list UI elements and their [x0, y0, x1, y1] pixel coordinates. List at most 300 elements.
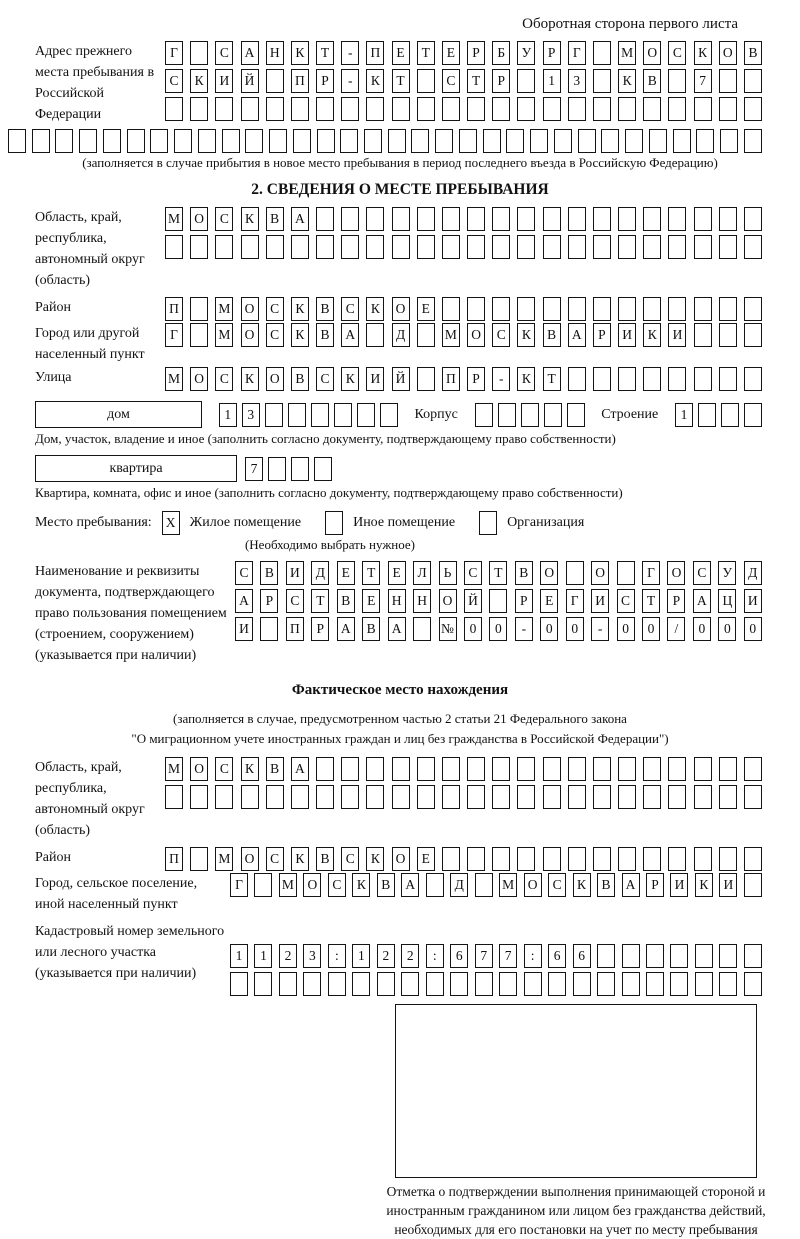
char-box[interactable] — [643, 97, 661, 121]
char-box[interactable] — [617, 561, 635, 585]
char-box[interactable]: С — [266, 847, 284, 871]
char-box[interactable] — [719, 367, 737, 391]
char-box[interactable]: К — [291, 41, 309, 65]
char-box[interactable]: Л — [413, 561, 431, 585]
char-box[interactable]: 3 — [242, 403, 260, 427]
stay-option-organization-checkbox[interactable] — [479, 511, 497, 535]
char-box[interactable]: № — [439, 617, 457, 641]
char-box[interactable]: - — [341, 41, 359, 65]
char-box[interactable] — [341, 757, 359, 781]
char-box[interactable] — [593, 757, 611, 781]
char-box[interactable]: : — [328, 944, 346, 968]
char-box[interactable] — [459, 129, 477, 153]
char-box[interactable]: А — [341, 323, 359, 347]
char-box[interactable] — [618, 367, 636, 391]
char-box[interactable]: К — [643, 323, 661, 347]
char-box[interactable]: С — [266, 297, 284, 321]
char-box[interactable] — [230, 972, 248, 996]
char-box[interactable]: А — [622, 873, 640, 897]
char-box[interactable]: Ь — [439, 561, 457, 585]
char-box[interactable] — [241, 97, 259, 121]
char-box[interactable]: И — [668, 323, 686, 347]
char-box[interactable] — [719, 972, 737, 996]
char-box[interactable] — [643, 757, 661, 781]
char-box[interactable]: С — [165, 69, 183, 93]
char-box[interactable] — [316, 235, 334, 259]
char-box[interactable] — [174, 129, 192, 153]
char-box[interactable]: У — [517, 41, 535, 65]
char-box[interactable]: Й — [392, 367, 410, 391]
char-box[interactable] — [291, 785, 309, 809]
char-box[interactable]: Е — [417, 297, 435, 321]
char-box[interactable]: Е — [392, 41, 410, 65]
char-box[interactable]: О — [190, 207, 208, 231]
char-box[interactable] — [499, 972, 517, 996]
char-box[interactable]: О — [241, 847, 259, 871]
char-box[interactable] — [467, 97, 485, 121]
char-box[interactable]: 1 — [352, 944, 370, 968]
char-box[interactable]: В — [643, 69, 661, 93]
char-box[interactable]: 1 — [675, 403, 693, 427]
char-box[interactable] — [643, 367, 661, 391]
char-box[interactable] — [548, 972, 566, 996]
char-box[interactable]: Е — [442, 41, 460, 65]
char-box[interactable] — [288, 403, 306, 427]
char-box[interactable]: М — [215, 297, 233, 321]
char-box[interactable]: 7 — [245, 457, 263, 481]
char-box[interactable]: В — [515, 561, 533, 585]
char-box[interactable] — [744, 944, 762, 968]
char-box[interactable] — [593, 367, 611, 391]
char-box[interactable] — [266, 97, 284, 121]
char-box[interactable] — [291, 97, 309, 121]
char-box[interactable] — [341, 235, 359, 259]
char-box[interactable] — [435, 129, 453, 153]
char-box[interactable] — [646, 972, 664, 996]
char-box[interactable]: 0 — [617, 617, 635, 641]
char-box[interactable] — [103, 129, 121, 153]
char-box[interactable] — [417, 207, 435, 231]
char-box[interactable] — [32, 129, 50, 153]
char-box[interactable] — [245, 129, 263, 153]
char-box[interactable] — [352, 972, 370, 996]
char-box[interactable] — [366, 207, 384, 231]
char-box[interactable]: В — [291, 367, 309, 391]
char-box[interactable] — [543, 757, 561, 781]
char-box[interactable]: В — [597, 873, 615, 897]
char-box[interactable]: Д — [392, 323, 410, 347]
char-box[interactable] — [649, 129, 667, 153]
char-box[interactable] — [190, 323, 208, 347]
char-box[interactable]: М — [165, 367, 183, 391]
char-box[interactable]: / — [667, 617, 685, 641]
char-box[interactable]: О — [303, 873, 321, 897]
char-box[interactable] — [618, 785, 636, 809]
char-box[interactable] — [316, 207, 334, 231]
char-box[interactable]: О — [266, 367, 284, 391]
char-box[interactable]: С — [341, 847, 359, 871]
apartment-type-box[interactable]: квартира — [35, 455, 237, 482]
char-box[interactable] — [517, 785, 535, 809]
char-box[interactable]: Е — [362, 589, 380, 613]
char-box[interactable] — [618, 847, 636, 871]
char-box[interactable] — [593, 847, 611, 871]
char-box[interactable] — [334, 403, 352, 427]
char-box[interactable]: И — [744, 589, 762, 613]
char-box[interactable] — [266, 785, 284, 809]
char-box[interactable] — [388, 129, 406, 153]
char-box[interactable]: М — [215, 323, 233, 347]
char-box[interactable] — [475, 403, 493, 427]
char-box[interactable]: Д — [311, 561, 329, 585]
char-box[interactable] — [241, 785, 259, 809]
char-box[interactable] — [618, 297, 636, 321]
char-box[interactable] — [719, 323, 737, 347]
char-box[interactable]: В — [266, 207, 284, 231]
char-box[interactable] — [79, 129, 97, 153]
char-box[interactable]: И — [719, 873, 737, 897]
char-box[interactable] — [190, 41, 208, 65]
char-box[interactable]: С — [442, 69, 460, 93]
char-box[interactable]: К — [366, 69, 384, 93]
char-box[interactable] — [668, 97, 686, 121]
char-box[interactable] — [279, 972, 297, 996]
char-box[interactable]: М — [165, 207, 183, 231]
char-box[interactable]: 7 — [499, 944, 517, 968]
char-box[interactable]: С — [341, 297, 359, 321]
char-box[interactable] — [467, 207, 485, 231]
char-box[interactable] — [744, 847, 762, 871]
house-type-box[interactable]: дом — [35, 401, 202, 428]
char-box[interactable]: Т — [543, 367, 561, 391]
char-box[interactable] — [744, 97, 762, 121]
stay-option-other-checkbox[interactable] — [325, 511, 343, 535]
char-box[interactable] — [254, 873, 272, 897]
char-box[interactable]: К — [573, 873, 591, 897]
char-box[interactable]: К — [695, 873, 713, 897]
char-box[interactable]: О — [190, 757, 208, 781]
char-box[interactable] — [357, 403, 375, 427]
char-box[interactable]: И — [215, 69, 233, 93]
char-box[interactable] — [392, 757, 410, 781]
char-box[interactable]: В — [362, 617, 380, 641]
char-box[interactable]: : — [426, 944, 444, 968]
char-box[interactable] — [311, 403, 329, 427]
char-box[interactable] — [341, 785, 359, 809]
char-box[interactable]: Г — [566, 589, 584, 613]
char-box[interactable]: У — [718, 561, 736, 585]
char-box[interactable] — [643, 847, 661, 871]
char-box[interactable] — [417, 235, 435, 259]
char-box[interactable] — [694, 757, 712, 781]
char-box[interactable]: О — [241, 323, 259, 347]
char-box[interactable]: А — [291, 207, 309, 231]
char-box[interactable] — [475, 972, 493, 996]
char-box[interactable]: Г — [568, 41, 586, 65]
char-box[interactable] — [618, 757, 636, 781]
char-box[interactable]: Т — [362, 561, 380, 585]
char-box[interactable]: К — [291, 847, 309, 871]
char-box[interactable]: 0 — [464, 617, 482, 641]
char-box[interactable] — [744, 323, 762, 347]
char-box[interactable] — [492, 847, 510, 871]
char-box[interactable] — [625, 129, 643, 153]
char-box[interactable] — [568, 757, 586, 781]
char-box[interactable]: 2 — [401, 944, 419, 968]
char-box[interactable]: 0 — [718, 617, 736, 641]
char-box[interactable] — [426, 972, 444, 996]
char-box[interactable] — [744, 235, 762, 259]
char-box[interactable] — [668, 785, 686, 809]
char-box[interactable]: Т — [316, 41, 334, 65]
char-box[interactable]: Р — [492, 69, 510, 93]
char-box[interactable]: Р — [316, 69, 334, 93]
char-box[interactable] — [643, 235, 661, 259]
char-box[interactable]: П — [165, 297, 183, 321]
char-box[interactable] — [694, 785, 712, 809]
char-box[interactable] — [340, 129, 358, 153]
char-box[interactable] — [483, 129, 501, 153]
char-box[interactable] — [341, 97, 359, 121]
char-box[interactable] — [506, 129, 524, 153]
char-box[interactable] — [417, 323, 435, 347]
char-box[interactable]: К — [341, 367, 359, 391]
char-box[interactable] — [517, 69, 535, 93]
char-box[interactable]: С — [215, 41, 233, 65]
char-box[interactable]: - — [515, 617, 533, 641]
char-box[interactable] — [593, 785, 611, 809]
char-box[interactable]: : — [524, 944, 542, 968]
char-box[interactable]: Г — [230, 873, 248, 897]
char-box[interactable] — [269, 129, 287, 153]
char-box[interactable] — [618, 235, 636, 259]
char-box[interactable] — [744, 403, 762, 427]
char-box[interactable] — [573, 972, 591, 996]
char-box[interactable] — [719, 757, 737, 781]
confirmation-stamp-box[interactable] — [395, 1004, 757, 1178]
char-box[interactable]: 1 — [254, 944, 272, 968]
char-box[interactable]: О — [643, 41, 661, 65]
char-box[interactable] — [268, 457, 286, 481]
char-box[interactable] — [260, 617, 278, 641]
char-box[interactable]: П — [366, 41, 384, 65]
char-box[interactable]: К — [517, 323, 535, 347]
char-box[interactable]: О — [467, 323, 485, 347]
char-box[interactable]: И — [366, 367, 384, 391]
char-box[interactable]: С — [464, 561, 482, 585]
char-box[interactable] — [366, 235, 384, 259]
char-box[interactable] — [578, 129, 596, 153]
char-box[interactable] — [467, 235, 485, 259]
char-box[interactable]: В — [337, 589, 355, 613]
char-box[interactable] — [744, 757, 762, 781]
char-box[interactable] — [442, 207, 460, 231]
char-box[interactable] — [643, 785, 661, 809]
char-box[interactable] — [467, 847, 485, 871]
char-box[interactable]: Н — [413, 589, 431, 613]
char-box[interactable] — [467, 757, 485, 781]
char-box[interactable]: Е — [388, 561, 406, 585]
char-box[interactable]: 0 — [566, 617, 584, 641]
char-box[interactable]: Р — [467, 367, 485, 391]
char-box[interactable] — [694, 297, 712, 321]
char-box[interactable]: К — [366, 847, 384, 871]
char-box[interactable] — [190, 785, 208, 809]
char-box[interactable]: П — [291, 69, 309, 93]
char-box[interactable] — [492, 235, 510, 259]
char-box[interactable] — [744, 207, 762, 231]
char-box[interactable] — [392, 207, 410, 231]
char-box[interactable] — [719, 944, 737, 968]
char-box[interactable]: О — [667, 561, 685, 585]
char-box[interactable]: А — [401, 873, 419, 897]
char-box[interactable]: М — [165, 757, 183, 781]
char-box[interactable]: В — [744, 41, 762, 65]
char-box[interactable]: Р — [515, 589, 533, 613]
char-box[interactable]: - — [492, 367, 510, 391]
char-box[interactable]: К — [241, 367, 259, 391]
char-box[interactable]: Д — [744, 561, 762, 585]
char-box[interactable] — [254, 972, 272, 996]
char-box[interactable]: С — [286, 589, 304, 613]
char-box[interactable]: Т — [392, 69, 410, 93]
char-box[interactable] — [720, 129, 738, 153]
char-box[interactable] — [643, 207, 661, 231]
char-box[interactable]: М — [442, 323, 460, 347]
char-box[interactable] — [314, 457, 332, 481]
char-box[interactable] — [411, 129, 429, 153]
char-box[interactable] — [544, 403, 562, 427]
char-box[interactable] — [744, 785, 762, 809]
char-box[interactable] — [303, 972, 321, 996]
char-box[interactable]: И — [235, 617, 253, 641]
char-box[interactable] — [601, 129, 619, 153]
char-box[interactable] — [380, 403, 398, 427]
char-box[interactable]: О — [241, 297, 259, 321]
char-box[interactable] — [721, 403, 739, 427]
char-box[interactable]: С — [492, 323, 510, 347]
char-box[interactable] — [543, 207, 561, 231]
char-box[interactable]: О — [190, 367, 208, 391]
char-box[interactable] — [517, 297, 535, 321]
char-box[interactable] — [150, 129, 168, 153]
char-box[interactable] — [696, 129, 714, 153]
char-box[interactable] — [744, 972, 762, 996]
char-box[interactable]: С — [316, 367, 334, 391]
char-box[interactable] — [442, 785, 460, 809]
char-box[interactable] — [744, 873, 762, 897]
char-box[interactable]: 7 — [475, 944, 493, 968]
char-box[interactable]: В — [316, 323, 334, 347]
char-box[interactable]: М — [499, 873, 517, 897]
char-box[interactable] — [530, 129, 548, 153]
char-box[interactable] — [517, 757, 535, 781]
char-box[interactable]: Р — [543, 41, 561, 65]
char-box[interactable] — [198, 129, 216, 153]
char-box[interactable] — [568, 367, 586, 391]
char-box[interactable]: С — [215, 757, 233, 781]
char-box[interactable]: 1 — [543, 69, 561, 93]
char-box[interactable]: М — [618, 41, 636, 65]
char-box[interactable]: А — [693, 589, 711, 613]
char-box[interactable]: - — [591, 617, 609, 641]
char-box[interactable]: 0 — [693, 617, 711, 641]
char-box[interactable]: 0 — [540, 617, 558, 641]
char-box[interactable]: 3 — [303, 944, 321, 968]
char-box[interactable]: С — [548, 873, 566, 897]
char-box[interactable] — [366, 757, 384, 781]
char-box[interactable]: Н — [266, 41, 284, 65]
char-box[interactable] — [593, 207, 611, 231]
char-box[interactable]: К — [618, 69, 636, 93]
char-box[interactable] — [492, 297, 510, 321]
char-box[interactable]: 6 — [548, 944, 566, 968]
char-box[interactable]: В — [316, 297, 334, 321]
char-box[interactable] — [413, 617, 431, 641]
char-box[interactable] — [694, 97, 712, 121]
char-box[interactable] — [475, 873, 493, 897]
char-box[interactable]: А — [291, 757, 309, 781]
char-box[interactable] — [543, 785, 561, 809]
char-box[interactable]: О — [591, 561, 609, 585]
char-box[interactable] — [593, 41, 611, 65]
char-box[interactable] — [127, 129, 145, 153]
char-box[interactable] — [392, 97, 410, 121]
char-box[interactable] — [719, 207, 737, 231]
char-box[interactable] — [291, 457, 309, 481]
char-box[interactable] — [266, 69, 284, 93]
char-box[interactable] — [521, 403, 539, 427]
char-box[interactable] — [215, 785, 233, 809]
char-box[interactable] — [568, 297, 586, 321]
char-box[interactable]: 1 — [219, 403, 237, 427]
char-box[interactable] — [695, 972, 713, 996]
char-box[interactable]: Г — [165, 41, 183, 65]
char-box[interactable] — [215, 97, 233, 121]
char-box[interactable] — [467, 297, 485, 321]
char-box[interactable] — [719, 235, 737, 259]
char-box[interactable]: Р — [311, 617, 329, 641]
char-box[interactable] — [566, 561, 584, 585]
char-box[interactable] — [364, 129, 382, 153]
char-box[interactable]: Н — [388, 589, 406, 613]
char-box[interactable] — [668, 367, 686, 391]
char-box[interactable] — [442, 757, 460, 781]
char-box[interactable] — [554, 129, 572, 153]
char-box[interactable] — [646, 944, 664, 968]
char-box[interactable]: Ц — [718, 589, 736, 613]
char-box[interactable]: Р — [467, 41, 485, 65]
char-box[interactable]: Р — [667, 589, 685, 613]
char-box[interactable] — [377, 972, 395, 996]
char-box[interactable] — [8, 129, 26, 153]
char-box[interactable] — [668, 69, 686, 93]
char-box[interactable]: С — [668, 41, 686, 65]
char-box[interactable] — [316, 97, 334, 121]
char-box[interactable] — [568, 97, 586, 121]
char-box[interactable]: Й — [241, 69, 259, 93]
char-box[interactable] — [392, 235, 410, 259]
char-box[interactable]: В — [316, 847, 334, 871]
char-box[interactable] — [618, 97, 636, 121]
char-box[interactable]: О — [719, 41, 737, 65]
char-box[interactable] — [215, 235, 233, 259]
char-box[interactable]: О — [392, 847, 410, 871]
char-box[interactable] — [442, 297, 460, 321]
char-box[interactable]: И — [670, 873, 688, 897]
char-box[interactable] — [744, 297, 762, 321]
char-box[interactable] — [316, 757, 334, 781]
